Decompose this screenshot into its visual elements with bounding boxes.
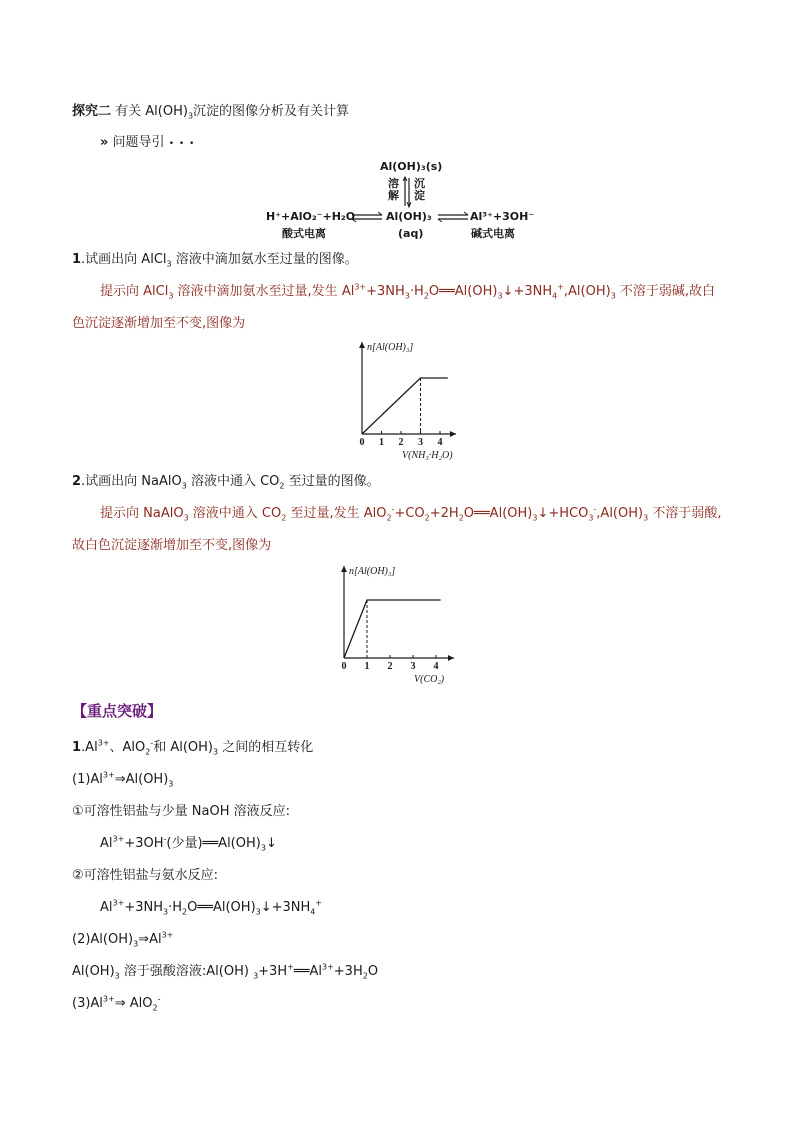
answer-2-line-1: 提示向 NaAlO$_3$ 溶液中通入 $CO_2$ 至过量,发生 $AlO_2^-+CO_2+2H_2O══Al(OH)_3↓+HCO_3^-,Al(OH)_3$ 不溶于弱酸, xyxy=(100,504,722,523)
equilibrium-arrow-left-icon xyxy=(350,211,384,223)
x-tick-label: 0 xyxy=(359,437,365,448)
key-equation-1: $Al^{3+}+3OH^-$(少量)$══Al(OH)_3↓$ xyxy=(100,834,277,853)
y-axis-arrow-icon xyxy=(341,566,347,572)
x-tick-label: 1 xyxy=(379,437,384,448)
eq-label-aq: (aq) xyxy=(398,227,424,240)
key-item-1: $1.Al^{3+}$、AlO$_2$-和 $Al(OH)_3$ 之间的相互转化 xyxy=(72,738,314,757)
key-equation-2: $Al^{3+}+3NH_3\cdot H_2O══Al(OH)_3↓+3NH_4^+$ xyxy=(100,898,323,917)
x-axis-label: V(CO₂) xyxy=(414,674,445,685)
key-points-heading: 【重点突破】 xyxy=(72,702,163,720)
x-tick-label: 0 xyxy=(341,661,347,672)
x-tick-label: 4 xyxy=(433,661,439,672)
guide-marker-icon: » xyxy=(100,135,109,150)
x-tick-label: 1 xyxy=(364,661,370,672)
eq-middle: Al(OH)₃ xyxy=(386,210,432,223)
section-title: 探究二 有关 $Al(OH)_3$沉淀的图像分析及有关计算 xyxy=(72,104,350,121)
x-tick-label: 2 xyxy=(398,437,404,448)
data-line xyxy=(344,600,441,658)
key-item-1-1-a: ①可溶性铝盐与少量 NaOH 溶液反应: xyxy=(72,804,290,819)
y-axis-arrow-icon xyxy=(359,342,365,348)
y-axis-label: n[Al(OH)₃] xyxy=(367,342,414,353)
question-1: 1.试画出向 AlCl$_3$ 溶液中滴加氨水至过量的图像。 xyxy=(72,252,358,269)
chart-ammonia xyxy=(352,338,472,462)
x-axis-arrow-icon xyxy=(448,655,454,661)
y-axis-label: n[Al(OH)₃] xyxy=(349,566,396,577)
x-tick-label: 3 xyxy=(410,661,416,672)
eq-dissolve: 溶解 xyxy=(388,177,399,202)
eq-top: Al(OH)₃(s) xyxy=(380,160,443,173)
key-item-1-1-b: ②可溶性铝盐与氨水反应: xyxy=(72,868,219,883)
eq-left-side: H⁺+AlO₂⁻+H₂O xyxy=(266,210,356,223)
eq-precipitate: 沉淀 xyxy=(414,177,425,202)
answer-1-line-2: 色沉淀逐渐增加至不变,图像为 xyxy=(72,316,246,331)
key-item-1-2: $(2)Al(OH)_3\Rightarrow Al^{3+}$ xyxy=(72,930,174,949)
key-equation-3: $Al(OH)_3$ 溶于强酸溶液:Al(OH) $_3+3H^+══Al^{3+}+3H_2O$ xyxy=(72,962,379,981)
equilibrium-arrow-right-icon xyxy=(436,211,470,223)
vertical-equilibrium-arrow-icon xyxy=(402,176,412,208)
key-item-1-1: $(1)Al^{3+}\Rightarrow Al(OH)_3$ xyxy=(72,770,174,789)
chart-co2 xyxy=(334,562,464,686)
data-line xyxy=(362,378,448,434)
key-item-1-3: $(3)Al^{3+}\Rightarrow$ AlO$_2$- xyxy=(72,994,161,1013)
x-tick-label: 4 xyxy=(437,437,443,448)
eq-label-acid: 酸式电离 xyxy=(282,227,326,240)
x-tick-label: 2 xyxy=(387,661,393,672)
answer-1-line-1: 提示向 AlCl$_3$ 溶液中滴加氨水至过量,发生 $Al^{3+}+3NH_3\cdot H_2O══Al(OH)_3↓+3NH_4^+,Al(OH)_3$ 不溶于弱碱,故白 xyxy=(100,282,716,301)
section-label: 探究二 xyxy=(72,104,112,119)
eq-label-base: 碱式电离 xyxy=(471,227,515,240)
x-axis-label: V(NH₃·H₂O) xyxy=(402,450,453,461)
eq-right-side: Al³⁺+3OH⁻ xyxy=(470,210,535,223)
x-axis-arrow-icon xyxy=(450,431,456,437)
answer-2-line-2: 故白色沉淀逐渐增加至不变,图像为 xyxy=(72,538,272,553)
question-2: 2.试画出向 NaAlO$_3$ 溶液中通入 $CO_2$ 至过量的图像。 xyxy=(72,474,380,491)
x-tick-label: 3 xyxy=(418,437,423,448)
question-guide: » 问题导引 • • • xyxy=(100,135,196,150)
